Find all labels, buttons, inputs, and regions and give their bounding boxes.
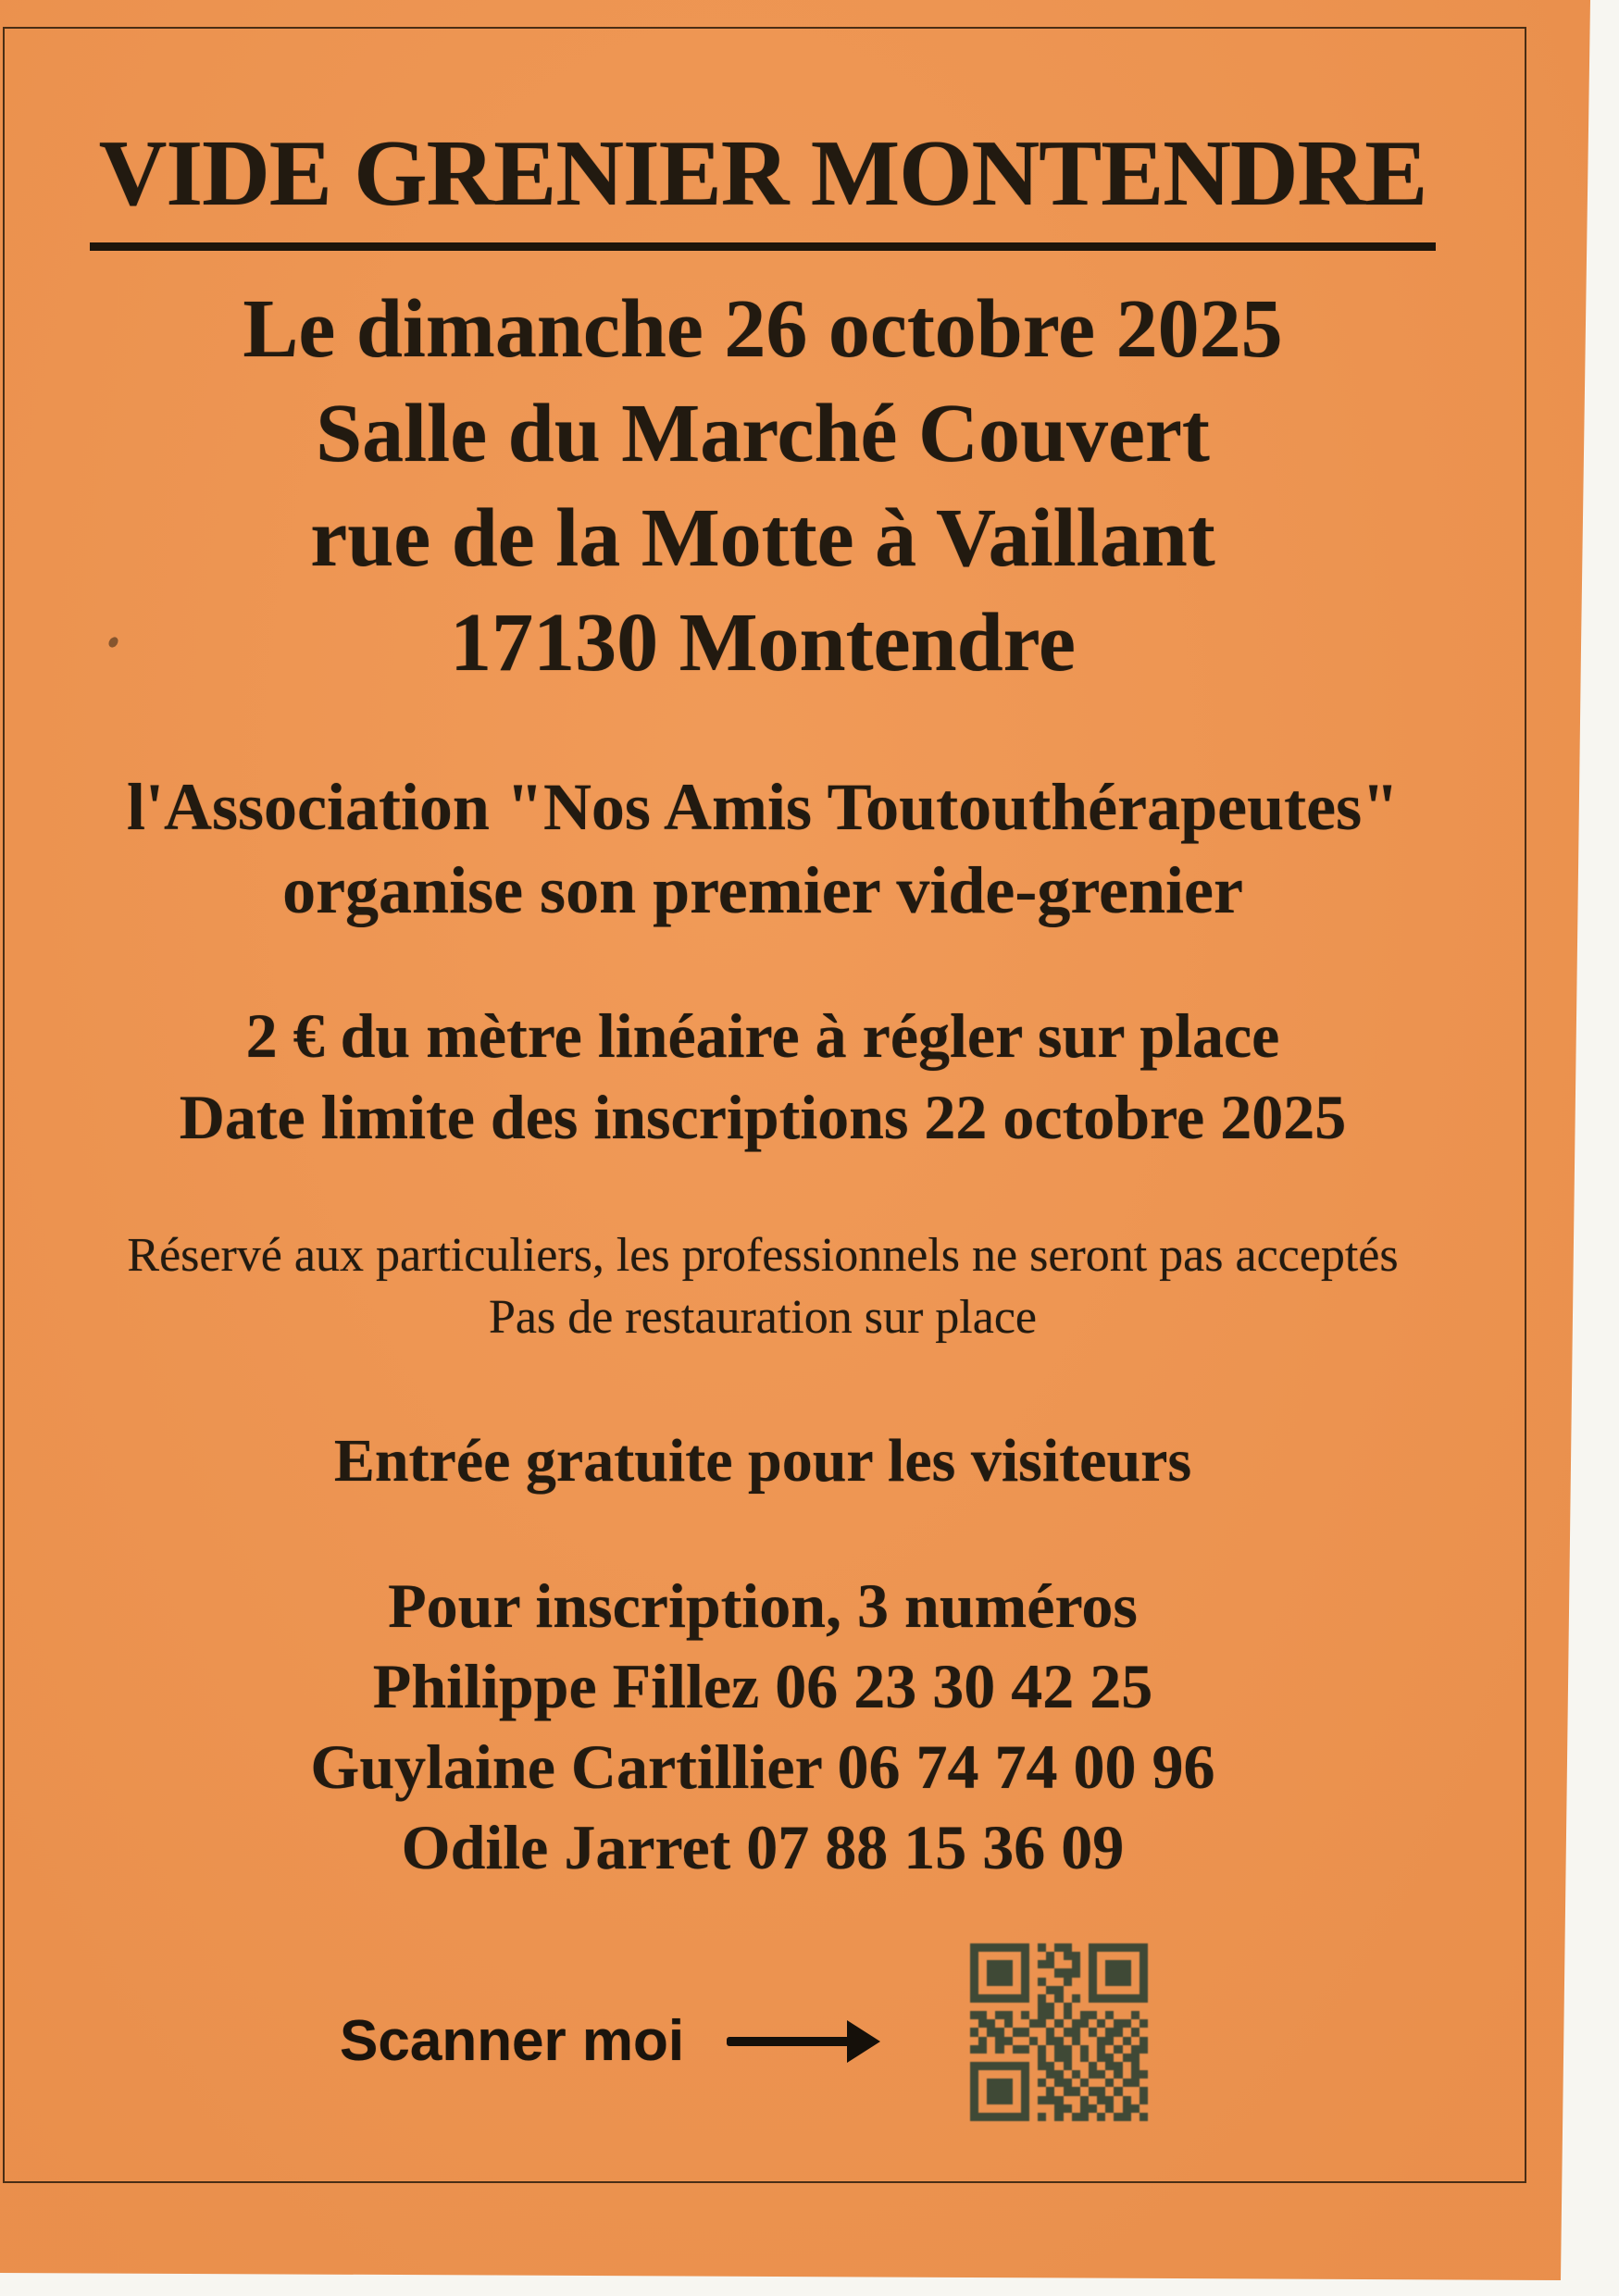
event-city-line: 17130 Montendre: [450, 597, 1076, 689]
event-street-line: rue de la Motte à Vaillant: [310, 492, 1215, 584]
event-date-line: Le dimanche 26 octobre 2025: [243, 283, 1283, 375]
organizer-name-line: l'Association "Nos Amis Toutouthérapeutes": [126, 770, 1400, 844]
event-venue-line: Salle du Marché Couvert: [316, 388, 1210, 479]
arrow-head: [847, 2020, 880, 2063]
contact-phone-line: Odile Jarret 07 88 15 36 09: [401, 1812, 1125, 1882]
contact-phone-line: Philippe Fillez 06 23 30 42 25: [372, 1651, 1153, 1721]
organizer-event-line: organise son premier vide-grenier: [282, 853, 1243, 927]
conditions-details: [0, 1224, 1526, 1348]
organizer-details: [0, 765, 1526, 932]
qr-code: [970, 1943, 1148, 2121]
conditions-line: Réservé aux particuliers, les professionnels ne seront pas acceptés: [127, 1229, 1399, 1282]
pricing-details: [0, 995, 1526, 1158]
right-arrow-icon: [727, 2013, 884, 2068]
contacts-details: [0, 1566, 1526, 1888]
no-food-line: Pas de restauration sur place: [488, 1291, 1037, 1344]
flyer-title-text: VIDE GRENIER MONTENDRE: [90, 118, 1437, 251]
event-details: [0, 277, 1526, 695]
contacts-heading: Pour inscription, 3 numéros: [388, 1570, 1138, 1641]
flyer-title: [0, 118, 1526, 251]
price-line: 2 € du mètre linéaire à régler sur place: [245, 1000, 1280, 1071]
contact-phone-line: Guylaine Cartillier 06 74 74 00 96: [310, 1731, 1215, 1802]
deadline-line: Date limite des inscriptions 22 octobre 2025: [179, 1082, 1347, 1152]
scan-me-label: Scanner moi: [340, 2009, 685, 2073]
free-entry-line: Entrée gratuite pour les visiteurs: [333, 1427, 1192, 1495]
arrow-shaft: [727, 2037, 853, 2046]
